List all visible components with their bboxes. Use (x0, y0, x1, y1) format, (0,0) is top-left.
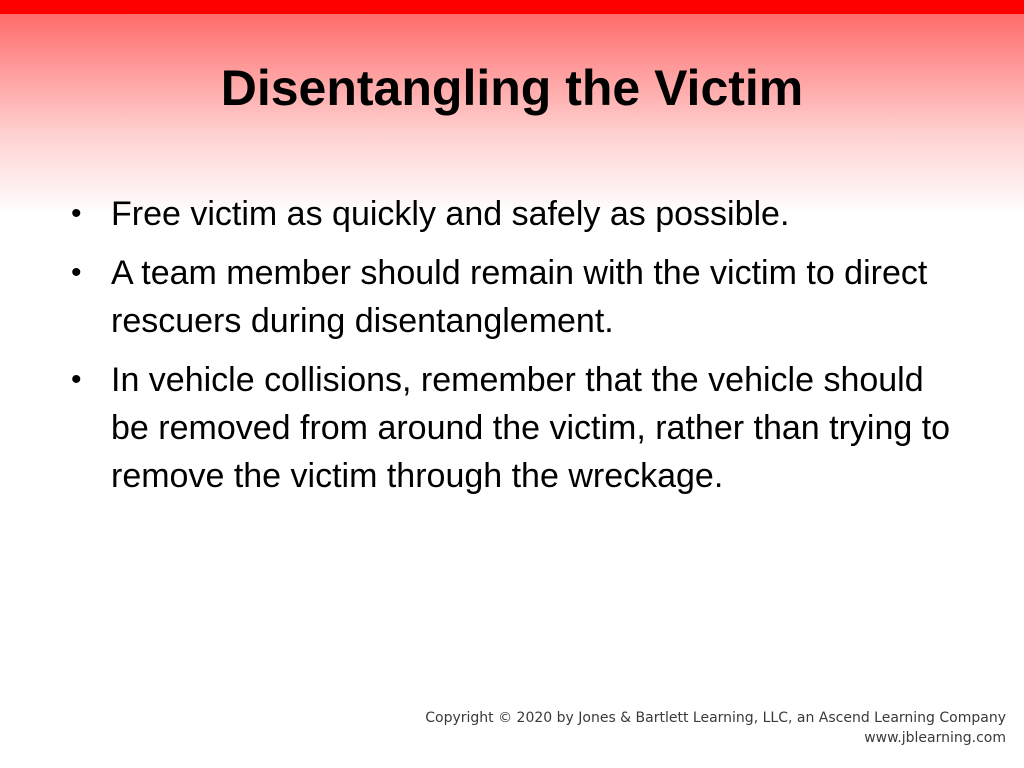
bullet-text: In vehicle collisions, remember that the vehicle should be removed from around the victim, rather than trying to remove the victim through the wreckage. (111, 361, 951, 495)
top-accent-bar (0, 0, 1024, 14)
copyright-text: Copyright © 2020 by Jones & Bartlett Learning, LLC, an Ascend Learning Company (425, 710, 1006, 726)
website-link[interactable]: www.jblearning.com (864, 730, 1006, 746)
slide-title: Disentangling the Victim (220, 60, 804, 116)
bullet-marker: • (71, 197, 82, 230)
bullet-text: Free victim as quickly and safely as possible. (111, 195, 790, 233)
bullet-marker: • (71, 363, 82, 396)
bullet-item-3 (68, 356, 968, 500)
bullet-item-2 (68, 249, 968, 345)
bullet-text: A team member should remain with the victim to direct rescuers during disentanglement. (111, 254, 928, 340)
bullet-item-1 (68, 190, 968, 238)
copyright-footer (425, 708, 1006, 748)
bullet-list (68, 190, 968, 511)
bullet-marker: • (71, 256, 82, 289)
